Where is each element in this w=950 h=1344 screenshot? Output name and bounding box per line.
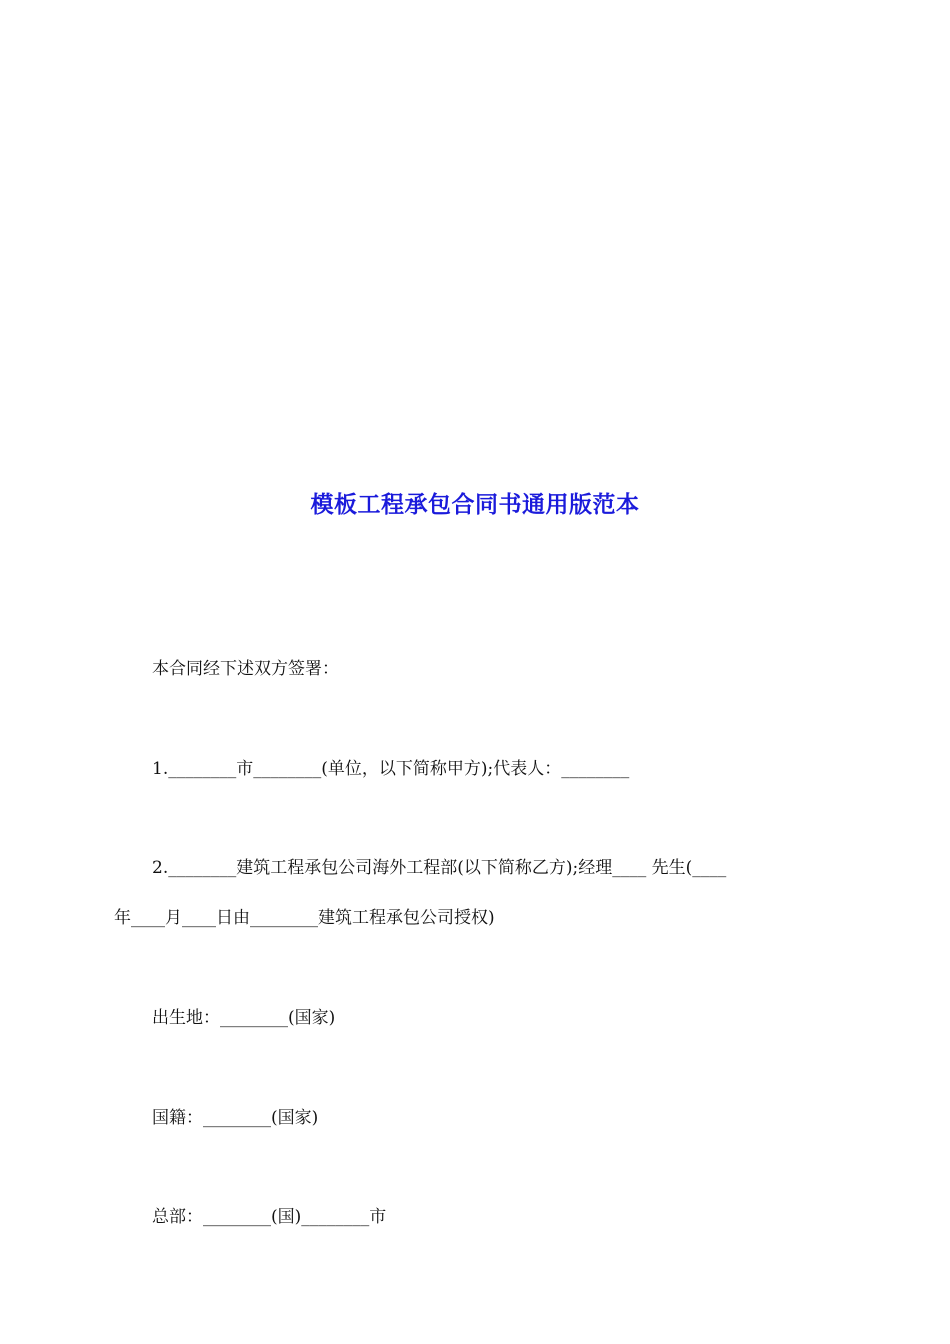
birthplace-line: 出生地：________(国家) bbox=[152, 1008, 336, 1028]
party-b-clause-line-1: 2.________建筑工程承包公司海外工程部(以下简称乙方);经理____ 先生(____ bbox=[152, 858, 727, 878]
document-title: 模板工程承包合同书通用版范本 bbox=[310, 492, 640, 518]
headquarters-line: 总部：________(国)________市 bbox=[152, 1207, 387, 1227]
nationality-line: 国籍：________(国家) bbox=[152, 1108, 319, 1128]
intro-paragraph: 本合同经下述双方签署： bbox=[152, 659, 339, 679]
party-b-clause-line-2: 年____月____日由________建筑工程承包公司授权) bbox=[114, 908, 495, 928]
party-a-clause: 1.________市________(单位，以下简称甲方);代表人：________ bbox=[152, 759, 630, 779]
